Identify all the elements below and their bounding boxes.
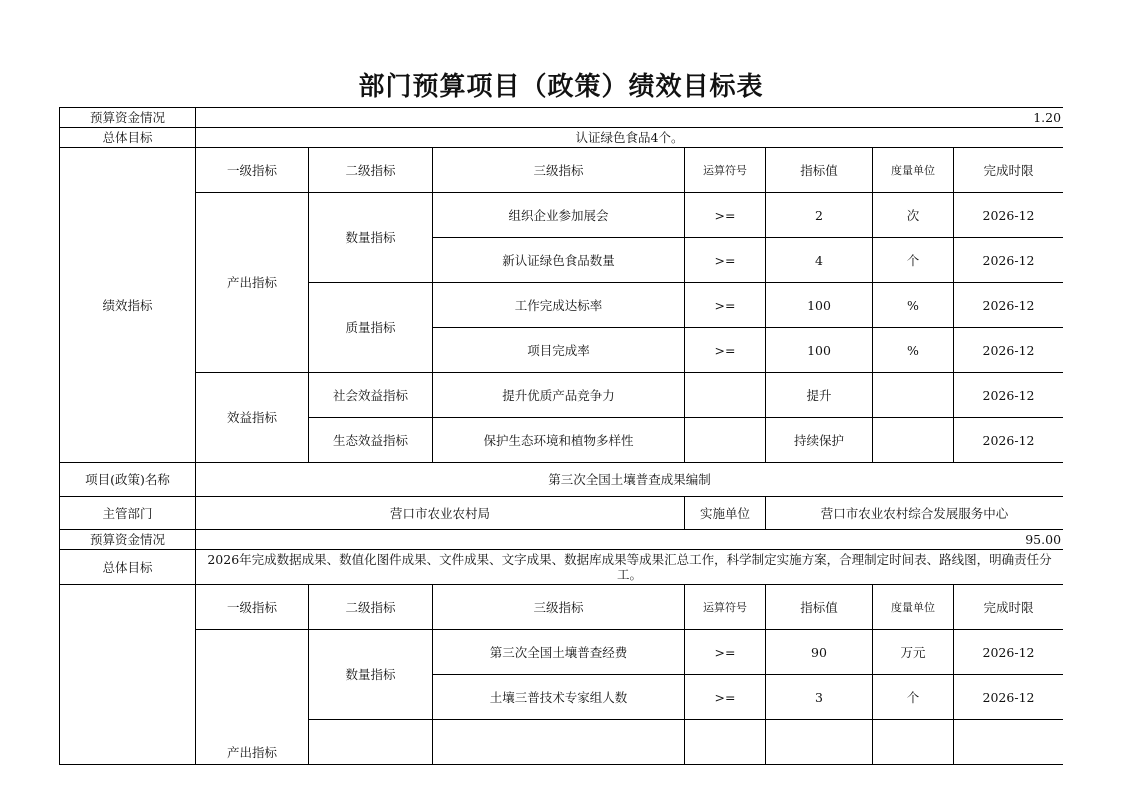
table-row xyxy=(60,630,1064,675)
header-deadline: 完成时限 xyxy=(954,148,1064,193)
indicator-deadline: 2026-12 xyxy=(954,238,1064,283)
table-row xyxy=(60,128,1064,148)
cell xyxy=(309,720,433,765)
budget-label: 预算资金情况 xyxy=(60,530,196,550)
table-header-row xyxy=(60,148,1064,193)
goal-label: 总体目标 xyxy=(60,128,196,148)
indicator-operator: >= xyxy=(685,630,766,675)
dept-value: 营口市农业农村局 xyxy=(196,497,685,530)
indicator-name: 提升优质产品竞争力 xyxy=(433,373,685,418)
table-row xyxy=(60,108,1064,128)
quantity-indicator-label: 数量指标 xyxy=(309,630,433,720)
indicator-operator: >= xyxy=(685,675,766,720)
header-operator: 运算符号 xyxy=(685,585,766,630)
indicator-operator xyxy=(685,418,766,463)
table-row xyxy=(60,497,1064,530)
cell xyxy=(685,720,766,765)
indicator-name: 组织企业参加展会 xyxy=(433,193,685,238)
header-level2: 二级指标 xyxy=(309,585,433,630)
table-row xyxy=(60,463,1064,497)
budget-label: 预算资金情况 xyxy=(60,108,196,128)
cell xyxy=(433,720,685,765)
performance-target-table xyxy=(59,107,1063,765)
cell xyxy=(954,720,1064,765)
table-row xyxy=(60,373,1064,418)
indicator-unit xyxy=(873,373,954,418)
indicator-operator xyxy=(685,373,766,418)
impl-unit-value: 营口市农业农村综合发展服务中心 xyxy=(766,497,1064,530)
table-row xyxy=(60,550,1064,585)
goal-value: 认证绿色食品4个。 xyxy=(196,128,1064,148)
output-indicator-label: 产出指标 xyxy=(196,193,309,373)
indicator-name: 第三次全国土壤普查经费 xyxy=(433,630,685,675)
indicator-name: 保护生态环境和植物多样性 xyxy=(433,418,685,463)
indicator-value: 90 xyxy=(766,630,873,675)
header-level1: 一级指标 xyxy=(196,585,309,630)
indicator-unit: 个 xyxy=(873,675,954,720)
indicator-unit: 次 xyxy=(873,193,954,238)
indicator-deadline: 2026-12 xyxy=(954,630,1064,675)
benefit-indicator-label: 效益指标 xyxy=(196,373,309,463)
indicator-deadline: 2026-12 xyxy=(954,328,1064,373)
table-header-row xyxy=(60,585,1064,630)
indicator-name: 土壤三普技术专家组人数 xyxy=(433,675,685,720)
quantity-indicator-label: 数量指标 xyxy=(309,193,433,283)
indicator-unit: 个 xyxy=(873,238,954,283)
table-row xyxy=(60,530,1064,550)
social-benefit-label: 社会效益指标 xyxy=(309,373,433,418)
indicator-unit: % xyxy=(873,283,954,328)
indicator-value: 100 xyxy=(766,328,873,373)
indicator-value: 100 xyxy=(766,283,873,328)
indicator-unit xyxy=(873,418,954,463)
header-unit: 度量单位 xyxy=(873,148,954,193)
page-title: 部门预算项目（政策）绩效目标表 xyxy=(358,72,764,102)
quality-indicator-label: 质量指标 xyxy=(309,283,433,373)
header-level1: 一级指标 xyxy=(196,148,309,193)
impl-unit-label: 实施单位 xyxy=(685,497,766,530)
indicator-name: 项目完成率 xyxy=(433,328,685,373)
goal-label: 总体目标 xyxy=(60,550,196,585)
header-level3: 三级指标 xyxy=(433,585,685,630)
cell xyxy=(873,720,954,765)
indicator-value: 4 xyxy=(766,238,873,283)
indicator-value: 持续保护 xyxy=(766,418,873,463)
header-deadline: 完成时限 xyxy=(954,585,1064,630)
indicator-value: 3 xyxy=(766,675,873,720)
budget-value: 95.00 xyxy=(196,530,1064,550)
indicator-name: 工作完成达标率 xyxy=(433,283,685,328)
indicator-value: 2 xyxy=(766,193,873,238)
table-row xyxy=(60,193,1064,238)
indicator-deadline: 2026-12 xyxy=(954,373,1064,418)
cell xyxy=(766,720,873,765)
indicator-operator: >= xyxy=(685,238,766,283)
indicator-value: 提升 xyxy=(766,373,873,418)
indicator-operator: >= xyxy=(685,283,766,328)
indicator-deadline: 2026-12 xyxy=(954,193,1064,238)
indicator-deadline: 2026-12 xyxy=(954,283,1064,328)
dept-label: 主管部门 xyxy=(60,497,196,530)
perf-indicator-label xyxy=(60,585,196,765)
budget-value: 1.20 xyxy=(196,108,1064,128)
indicator-operator: >= xyxy=(685,193,766,238)
header-level2: 二级指标 xyxy=(309,148,433,193)
indicator-deadline: 2026-12 xyxy=(954,675,1064,720)
output-indicator-label: 产出指标 xyxy=(196,630,309,765)
indicator-operator: >= xyxy=(685,328,766,373)
header-value: 指标值 xyxy=(766,148,873,193)
header-level3: 三级指标 xyxy=(433,148,685,193)
project-name-value: 第三次全国土壤普查成果编制 xyxy=(196,463,1064,497)
table-container xyxy=(59,107,1063,793)
indicator-unit: % xyxy=(873,328,954,373)
header-operator: 运算符号 xyxy=(685,148,766,193)
goal-value: 2026年完成数据成果、数值化图件成果、文件成果、文字成果、数据库成果等成果汇总工作，科学制定实施方案，合理制定时间表、路线图，明确责任分工。 xyxy=(196,550,1064,585)
project-name-label: 项目(政策)名称 xyxy=(60,463,196,497)
header-unit: 度量单位 xyxy=(873,585,954,630)
indicator-unit: 万元 xyxy=(873,630,954,675)
header-value: 指标值 xyxy=(766,585,873,630)
perf-indicator-label: 绩效指标 xyxy=(60,148,196,463)
indicator-name: 新认证绿色食品数量 xyxy=(433,238,685,283)
eco-benefit-label: 生态效益指标 xyxy=(309,418,433,463)
indicator-deadline: 2026-12 xyxy=(954,418,1064,463)
